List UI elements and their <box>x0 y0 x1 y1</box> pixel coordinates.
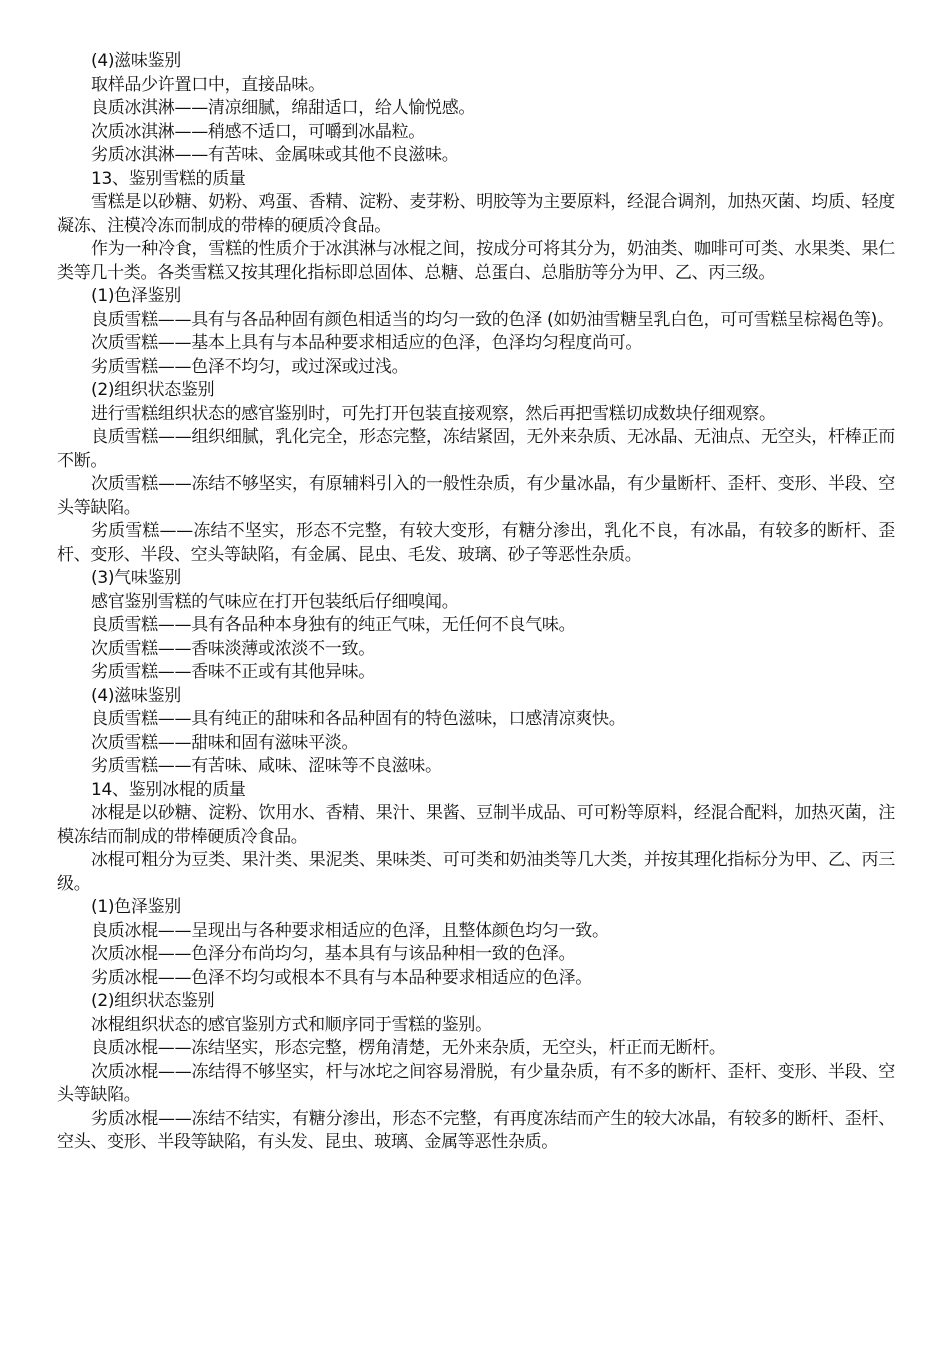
paragraph: 次质冰棍——冻结得不够坚实，杆与冰坨之间容易滑脱，有少量杂质，有不多的断杆、歪杆、变形、半段、空头等缺陷。 <box>57 1061 895 1105</box>
paragraph: 次质雪糕——冻结不够坚实，有原辅料引入的一般性杂质，有少量冰晶，有少量断杆、歪杆、变形、半段、空头等缺陷。 <box>57 474 895 518</box>
section-heading: (2)组织状态鉴别 <box>91 380 215 400</box>
section-heading: (3)气味鉴别 <box>91 568 181 588</box>
paragraph: 劣质雪糕——色泽不均匀，或过深或过浅。 <box>91 356 409 377</box>
paragraph: 次质雪糕——基本上具有与本品种要求相适应的色泽，色泽均匀程度尚可。 <box>91 333 643 353</box>
paragraph: 劣质冰棍——冻结不结实，有糖分渗出，形态不完整，有再度冻结而产生的较大冰晶，有较多的断杆、歪杆、空头、变形、半段等缺陷，有头发、昆虫、玻璃、金属等恶性杂质。 <box>57 1108 895 1152</box>
paragraph: 感官鉴别雪糕的气味应在打开包装纸后仔细嗅闻。 <box>91 591 459 612</box>
paragraph: 劣质雪糕——冻结不坚实，形态不完整，有较大变形，有糖分渗出，乳化不良，有冰晶，有较多的断杆、歪杆、变形、半段、空头等缺陷，有金属、昆虫、毛发、玻璃、砂子等恶性杂质。 <box>57 521 895 565</box>
paragraph: 雪糕是以砂糖、奶粉、鸡蛋、香精、淀粉、麦芽粉、明胶等为主要原料，经混合调剂，加热灭菌、均质、轻度凝冻、注模冷冻而制成的带棒的硬质冷食品。 <box>57 192 895 236</box>
section-heading: (2)组织状态鉴别 <box>91 991 215 1011</box>
paragraph: 次质雪糕——香味淡薄或浓淡不一致。 <box>91 638 375 659</box>
paragraph: 劣质雪糕——香味不正或有其他异味。 <box>91 662 375 682</box>
paragraph: 作为一种冷食，雪糕的性质介于冰淇淋与冰棍之间，按成分可将其分为，奶油类、咖啡可可类、水果类、果仁类等几十类。各类雪糕又按其理化指标即总固体、总糖、总蛋白、总脂肪等分为甲、乙、丙三级。 <box>57 239 895 283</box>
section-heading: (4)滋味鉴别 <box>91 51 181 71</box>
paragraph: 良质雪糕——具有纯正的甜味和各品种固有的特色滋味，口感清凉爽快。 <box>91 709 626 729</box>
paragraph: 次质冰棍——色泽分布尚均匀，基本具有与该品种相一致的色泽。 <box>91 944 576 964</box>
section-heading: 13、鉴别雪糕的质量 <box>91 168 246 189</box>
section-heading: (1)色泽鉴别 <box>91 286 181 306</box>
paragraph: 进行雪糕组织状态的感官鉴别时，可先打开包装直接观察，然后再把雪糕切成数块仔细观察。 <box>91 403 776 424</box>
paragraph: 劣质冰棍——色泽不均匀或根本不具有与本品种要求相适应的色泽。 <box>91 967 592 988</box>
paragraph: 劣质冰淇淋——有苦味、金属味或其他不良滋味。 <box>91 145 459 165</box>
paragraph: 次质冰淇淋——稍感不适口，可嚼到冰晶粒。 <box>91 121 425 142</box>
paragraph: 劣质雪糕——有苦味、咸味、涩味等不良滋味。 <box>91 756 442 776</box>
section-heading: (1)色泽鉴别 <box>91 897 181 917</box>
paragraph: 冰棍可粗分为豆类、果汁类、果泥类、果味类、可可类和奶油类等几大类，并按其理化指标分为甲、乙、丙三级。 <box>57 850 895 894</box>
paragraph: 良质雪糕——组织细腻，乳化完全，形态完整，冻结紧固，无外来杂质、无冰晶、无油点、无空头，杆棒正而不断。 <box>57 427 895 471</box>
section-heading: 14、鉴别冰棍的质量 <box>91 779 246 800</box>
paragraph: 次质雪糕——甜味和固有滋味平淡。 <box>91 732 359 753</box>
paragraph: 良质冰棍——呈现出与各种要求相适应的色泽，且整体颜色均匀一致。 <box>91 920 609 941</box>
section-heading: (4)滋味鉴别 <box>91 685 181 706</box>
paragraph: 冰棍组织状态的感官鉴别方式和顺序同于雪糕的鉴别。 <box>91 1014 492 1035</box>
paragraph: 良质雪糕——具有各品种本身独有的纯正气味，无任何不良气味。 <box>91 615 576 635</box>
paragraph: 良质雪糕——具有与各品种固有颜色相适当的均匀一致的色泽 (如奶油雪糖呈乳白色，可可雪糕呈棕褐色等)。 <box>91 309 894 330</box>
paragraph: 良质冰棍——冻结坚实，形态完整，楞角清楚，无外来杂质，无空头，杆正而无断杆。 <box>91 1038 726 1058</box>
paragraph: 良质冰淇淋——清凉细腻，绵甜适口，给人愉悦感。 <box>91 98 476 118</box>
paragraph: 冰棍是以砂糖、淀粉、饮用水、香精、果汁、果酱、豆制半成品、可可粉等原料，经混合配料，加热灭菌，注模冻结而制成的带棒硬质冷食品。 <box>57 803 895 847</box>
document-page <box>57 50 895 1155</box>
paragraph: 取样品少许置口中，直接品味。 <box>91 74 325 95</box>
